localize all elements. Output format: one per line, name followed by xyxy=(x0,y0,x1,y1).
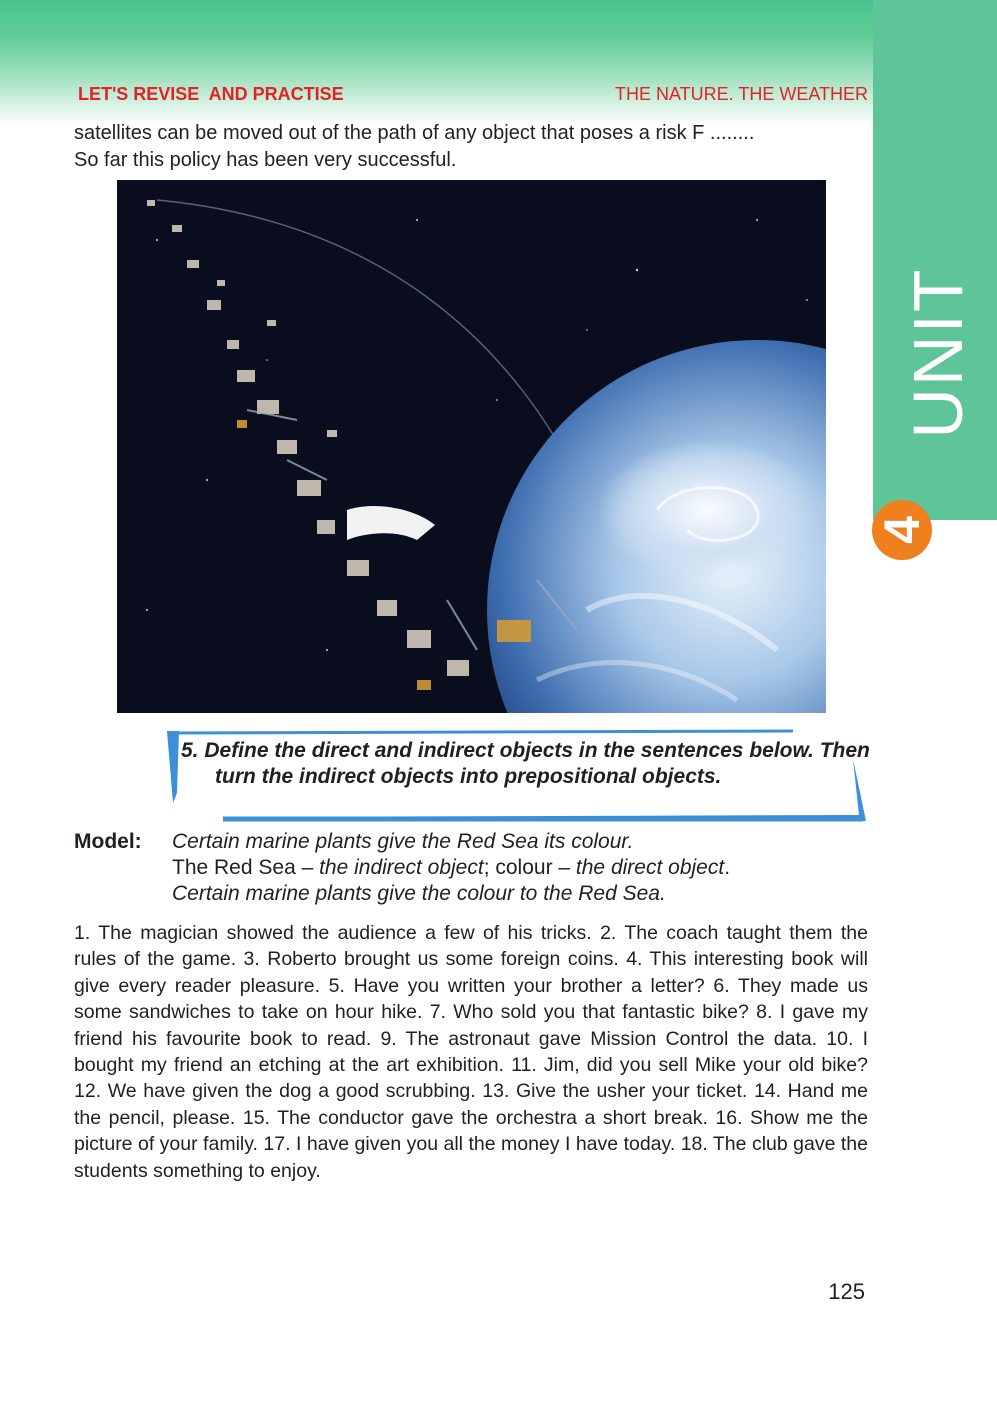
exercise-sentences xyxy=(74,920,868,1184)
intro-paragraph xyxy=(74,120,869,174)
intro-line: So far this policy has been very successful. xyxy=(74,149,457,171)
page-number: 125 xyxy=(828,1279,865,1304)
intro-line: satellites can be moved out of the path of any object that poses a risk F ........ xyxy=(74,122,755,144)
section-title: LET'S REVISE AND PRACTISE xyxy=(78,84,344,104)
model-analysis-mid: ; colour – xyxy=(483,856,576,879)
unit-number-badge xyxy=(872,500,932,560)
unit-label: UNIT xyxy=(899,267,977,439)
model-lines xyxy=(172,829,872,907)
task-instruction: 5. Define the direct and indirect objects in the sentences below. Then turn the indirect objects into prepositional objects. xyxy=(181,739,870,788)
model-sentence: Certain marine plants give the Red Sea its colour. xyxy=(172,830,634,853)
exercise-text: 1. The magician showed the audience a few of his tricks. 2. The coach taught them the rules of the game. 3. Roberto brought us some foreign coins. 4. This interesting book will give every reader pleasure. 5. Have you written your brother a letter? 6. They made us some sandwiches to take on hour hike. 7. Who sold you that fantastic bike? 8. I gave my friend his favourite book to read. 9. The astronaut gave Mission Control the data. 10. I bought my friend an etching at the art exhibition. 11. Jim, did you sell Mike your old bike? 12. We have given the dog a good scrubbing. 13. Give the usher your ticket. 14. Hand me the pencil, please. 15. The conductor gave the orchestra a short break. 16. Show me the picture of your family. 17. I have given you all the money I have today. 18. The club gave the students something to enjoy. xyxy=(74,922,868,1182)
model-analysis xyxy=(172,855,872,881)
model-analysis-end: . xyxy=(724,856,731,879)
task-box xyxy=(163,729,869,824)
model-direct-object: the direct object xyxy=(575,856,725,879)
header-band xyxy=(0,0,873,125)
unit-number: 4 xyxy=(874,516,930,544)
model-analysis-subject: The Red Sea – xyxy=(172,856,320,879)
model-label: Model: xyxy=(74,830,142,853)
space-debris-illustration xyxy=(117,180,826,713)
chapter-title: THE NATURE. THE WEATHER xyxy=(614,84,868,104)
model-indirect-object: the indirect object xyxy=(319,856,484,879)
model-transformed: Certain marine plants give the colour to the Red Sea. xyxy=(172,882,666,905)
